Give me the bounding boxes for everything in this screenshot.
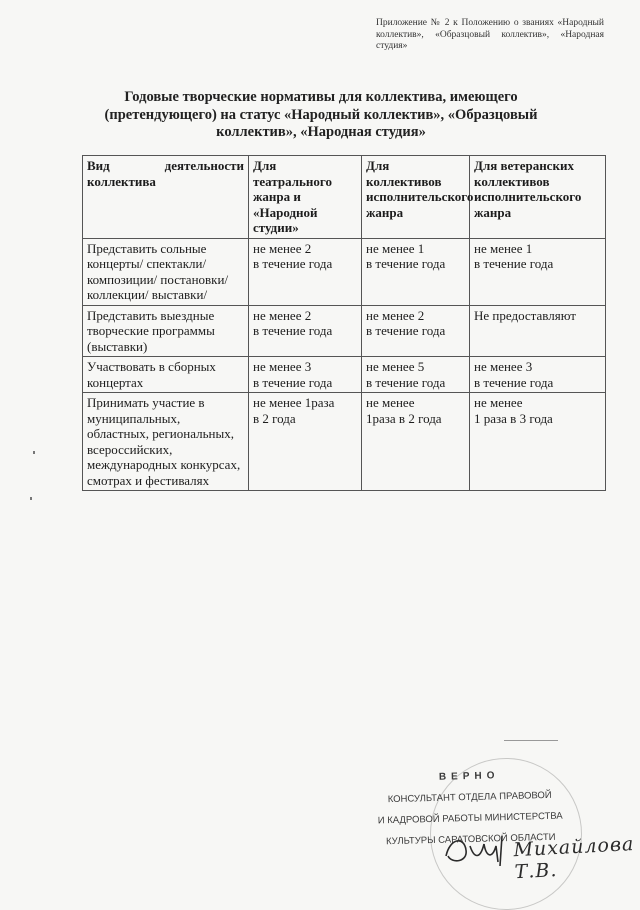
table-header bbox=[83, 156, 606, 239]
table-row bbox=[83, 238, 606, 305]
norm-cell: Не предоставляют bbox=[470, 305, 606, 357]
header-row bbox=[83, 156, 606, 239]
norm-cell: не менее 1 раза в 3 года bbox=[470, 393, 606, 491]
activity-cell: Принимать участие в муниципальных, областных, региональных, всероссийских, международных конкурсах, смотрах и фестивалях bbox=[83, 393, 249, 491]
header-performing-genre: Для коллективов исполнительского жанра bbox=[362, 156, 470, 239]
norm-cell: не менее 2 в течение года bbox=[249, 238, 362, 305]
scan-mark bbox=[33, 451, 35, 454]
separator-line bbox=[504, 740, 558, 741]
scan-mark bbox=[30, 497, 32, 500]
header-activity-type: Вид деятельности коллектива bbox=[83, 156, 249, 239]
table-body bbox=[83, 238, 606, 491]
certification-heading: ВЕРНО bbox=[438, 770, 500, 783]
table-row bbox=[83, 305, 606, 357]
certification-line-1: КОНСУЛЬТАНТ ОТДЕЛА ПРАВОВОЙ bbox=[387, 789, 552, 806]
norm-cell: не менее 1раза в 2 года bbox=[249, 393, 362, 491]
certification-line-2: И КАДРОВОЙ РАБОТЫ МИНИСТЕРСТВА bbox=[377, 810, 563, 827]
norm-cell: не менее 3 в течение года bbox=[249, 357, 362, 393]
table-row bbox=[83, 357, 606, 393]
norm-cell: не менее 1раза в 2 года bbox=[362, 393, 470, 491]
norm-cell: не менее 1 в течение года bbox=[362, 238, 470, 305]
activity-cell: Участвовать в сборных концертах bbox=[83, 357, 249, 393]
norm-cell: не менее 2 в течение года bbox=[362, 305, 470, 357]
header-veteran-collectives: Для ветеранских коллективов исполнительского жанра bbox=[470, 156, 606, 239]
appendix-note: Приложение № 2 к Положению о званиях «Народный коллектив», «Образцовый коллектив», «Народная студия» bbox=[376, 18, 604, 51]
header-theatre-genre: Для театрального жанра и «Народной студии» bbox=[249, 156, 362, 239]
norm-cell: не менее 5 в течение года bbox=[362, 357, 470, 393]
norm-cell: не менее 1 в течение года bbox=[470, 238, 606, 305]
activity-cell: Представить сольные концерты/ спектакли/ композиции/ постановки/ коллекции/ выставки/ bbox=[83, 238, 249, 305]
certification-line-3: КУЛЬТУРЫ САРАТОВСКОЙ ОБЛАСТИ bbox=[385, 831, 556, 848]
activity-cell: Представить выездные творческие программы (выставки) bbox=[83, 305, 249, 357]
document-title: Годовые творческие нормативы для коллектива, имеющего (претендующего) на статус «Народный коллектив», «Образцовый коллектив», «Народная студия» bbox=[104, 89, 538, 140]
norms-table bbox=[82, 155, 606, 491]
norm-cell: не менее 2 в течение года bbox=[249, 305, 362, 357]
table-row bbox=[83, 393, 606, 491]
norm-cell: не менее 3 в течение года bbox=[470, 357, 606, 393]
signature-name: Михайлова Т.В. bbox=[512, 832, 635, 884]
